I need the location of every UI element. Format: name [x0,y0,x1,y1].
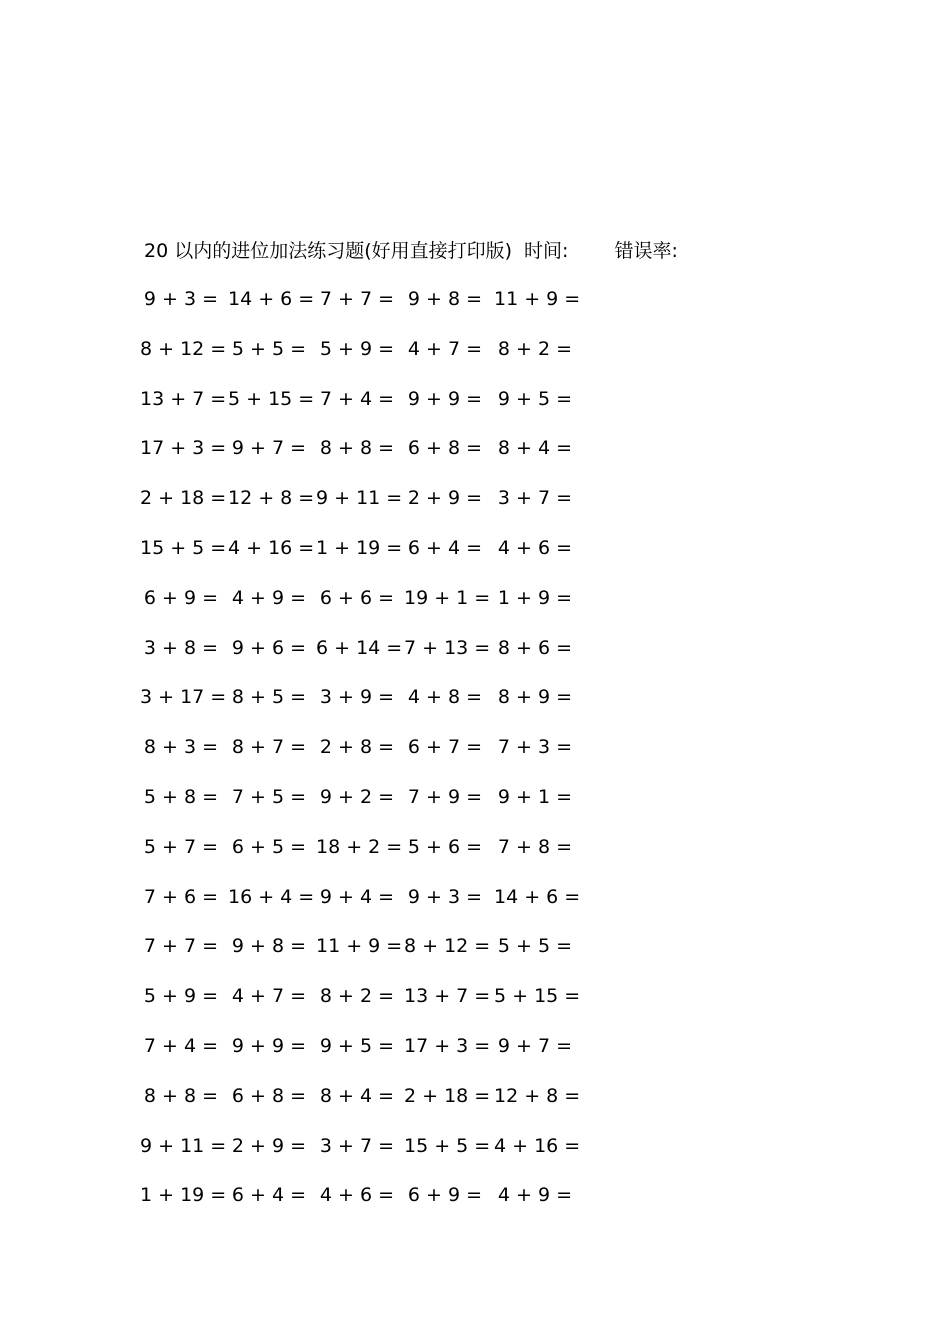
worksheet-title: 20 以内的进位加法练习题(好用直接打印版) [144,239,513,262]
addition-problem: 3 + 7 = [319,1134,395,1157]
addition-problem: 6 + 7 = [407,736,483,759]
problem-row [140,533,610,583]
addition-problem: 4 + 16 = [494,1134,581,1157]
problem-row [140,832,610,882]
addition-problem: 6 + 14 = [316,636,403,659]
addition-problem: 9 + 1 = [497,785,573,808]
addition-problem: 9 + 5 = [497,387,573,410]
addition-problem: 4 + 6 = [497,536,573,559]
addition-problem: 6 + 9 = [143,586,219,609]
addition-problem: 7 + 4 = [143,1034,219,1057]
addition-problem: 9 + 11 = [140,1134,227,1157]
addition-problem: 3 + 8 = [143,636,219,659]
addition-problem: 3 + 9 = [319,686,395,709]
addition-problem: 9 + 9 = [231,1034,307,1057]
addition-problem: 9 + 8 = [407,288,483,310]
problem-row [140,682,610,732]
addition-problem: 15 + 5 = [404,1134,491,1157]
addition-problem: 1 + 9 = [497,586,573,609]
addition-problem: 3 + 17 = [140,686,227,709]
addition-problem: 5 + 5 = [231,337,307,360]
problem-row [140,483,610,533]
addition-problem: 4 + 8 = [407,686,483,709]
addition-problem: 8 + 2 = [319,985,395,1008]
addition-problem: 5 + 15 = [228,387,315,410]
addition-problem: 8 + 4 = [319,1084,395,1107]
addition-problem: 2 + 8 = [319,736,395,759]
addition-problem: 6 + 8 = [407,437,483,460]
addition-problem: 12 + 8 = [228,487,315,510]
addition-problem: 8 + 12 = [404,935,491,958]
addition-problem: 8 + 7 = [231,736,307,759]
addition-problem: 4 + 7 = [407,337,483,360]
addition-problem: 4 + 6 = [319,1184,395,1207]
addition-problem: 8 + 4 = [497,437,573,460]
addition-problem: 5 + 6 = [407,835,483,858]
problem-row [140,882,610,932]
problem-row [140,384,610,434]
addition-problem: 6 + 6 = [319,586,395,609]
addition-problem: 2 + 18 = [140,487,227,510]
addition-problem: 13 + 7 = [404,985,491,1008]
addition-problem: 5 + 9 = [143,985,219,1008]
addition-problem: 9 + 9 = [407,387,483,410]
addition-problem: 8 + 8 = [319,437,395,460]
addition-problem: 1 + 19 = [140,1184,227,1207]
time-label: 时间: [524,239,569,262]
addition-problem: 9 + 7 = [231,437,307,460]
addition-problem: 7 + 9 = [407,785,483,808]
addition-problem: 11 + 9 = [316,935,403,958]
addition-problem: 3 + 7 = [497,487,573,510]
addition-problem: 13 + 7 = [140,387,227,410]
addition-problem: 5 + 9 = [319,337,395,360]
addition-problem: 5 + 5 = [497,935,573,958]
addition-problem: 6 + 4 = [407,536,483,559]
addition-problem: 16 + 4 = [228,885,315,908]
problem-row [140,633,610,683]
addition-problem: 9 + 6 = [231,636,307,659]
addition-problem: 9 + 4 = [319,885,395,908]
addition-problem: 7 + 4 = [319,387,395,410]
addition-problem: 4 + 16 = [228,536,315,559]
error-rate-label: 错误率: [614,239,678,262]
addition-problem: 6 + 4 = [231,1184,307,1207]
problem-row [140,732,610,782]
addition-problem: 18 + 2 = [316,835,403,858]
addition-problem: 5 + 15 = [494,985,581,1008]
addition-problem: 5 + 7 = [143,835,219,858]
addition-problem: 2 + 18 = [404,1084,491,1107]
addition-problem: 9 + 8 = [231,935,307,958]
addition-problem: 15 + 5 = [140,536,227,559]
addition-problem: 7 + 3 = [497,736,573,759]
addition-problem: 8 + 8 = [143,1084,219,1107]
addition-problem: 11 + 9 = [494,288,581,310]
problem-row [140,782,610,832]
addition-problem: 7 + 7 = [319,288,395,310]
addition-problem: 8 + 6 = [497,636,573,659]
problem-grid [140,284,610,1230]
worksheet-header [144,234,678,264]
problem-row [140,583,610,633]
addition-problem: 8 + 12 = [140,337,227,360]
problem-row [140,284,610,334]
problem-row [140,1081,610,1131]
addition-problem: 7 + 13 = [404,636,491,659]
addition-problem: 4 + 9 = [231,586,307,609]
addition-problem: 7 + 6 = [143,885,219,908]
addition-problem: 9 + 5 = [319,1034,395,1057]
addition-problem: 2 + 9 = [231,1134,307,1157]
addition-problem: 17 + 3 = [140,437,227,460]
addition-problem: 4 + 7 = [231,985,307,1008]
addition-problem: 8 + 5 = [231,686,307,709]
problem-row [140,981,610,1031]
addition-problem: 19 + 1 = [404,586,491,609]
problem-row [140,1180,610,1230]
addition-problem: 6 + 9 = [407,1184,483,1207]
addition-problem: 8 + 9 = [497,686,573,709]
addition-problem: 2 + 9 = [407,487,483,510]
addition-problem: 12 + 8 = [494,1084,581,1107]
problem-row [140,1031,610,1081]
problem-row [140,433,610,483]
addition-problem: 8 + 3 = [143,736,219,759]
addition-problem: 14 + 6 = [494,885,581,908]
addition-problem: 5 + 8 = [143,785,219,808]
addition-problem: 9 + 11 = [316,487,403,510]
addition-problem: 6 + 5 = [231,835,307,858]
addition-problem: 9 + 2 = [319,785,395,808]
problem-row [140,931,610,981]
problem-row [140,1131,610,1181]
problem-row [140,334,610,384]
addition-problem: 17 + 3 = [404,1034,491,1057]
addition-problem: 1 + 19 = [316,536,403,559]
addition-problem: 14 + 6 = [228,288,315,310]
addition-problem: 4 + 9 = [497,1184,573,1207]
addition-problem: 9 + 3 = [143,288,219,310]
addition-problem: 7 + 5 = [231,785,307,808]
addition-problem: 9 + 7 = [497,1034,573,1057]
addition-problem: 7 + 8 = [497,835,573,858]
addition-problem: 9 + 3 = [407,885,483,908]
addition-problem: 8 + 2 = [497,337,573,360]
addition-problem: 7 + 7 = [143,935,219,958]
addition-problem: 6 + 8 = [231,1084,307,1107]
